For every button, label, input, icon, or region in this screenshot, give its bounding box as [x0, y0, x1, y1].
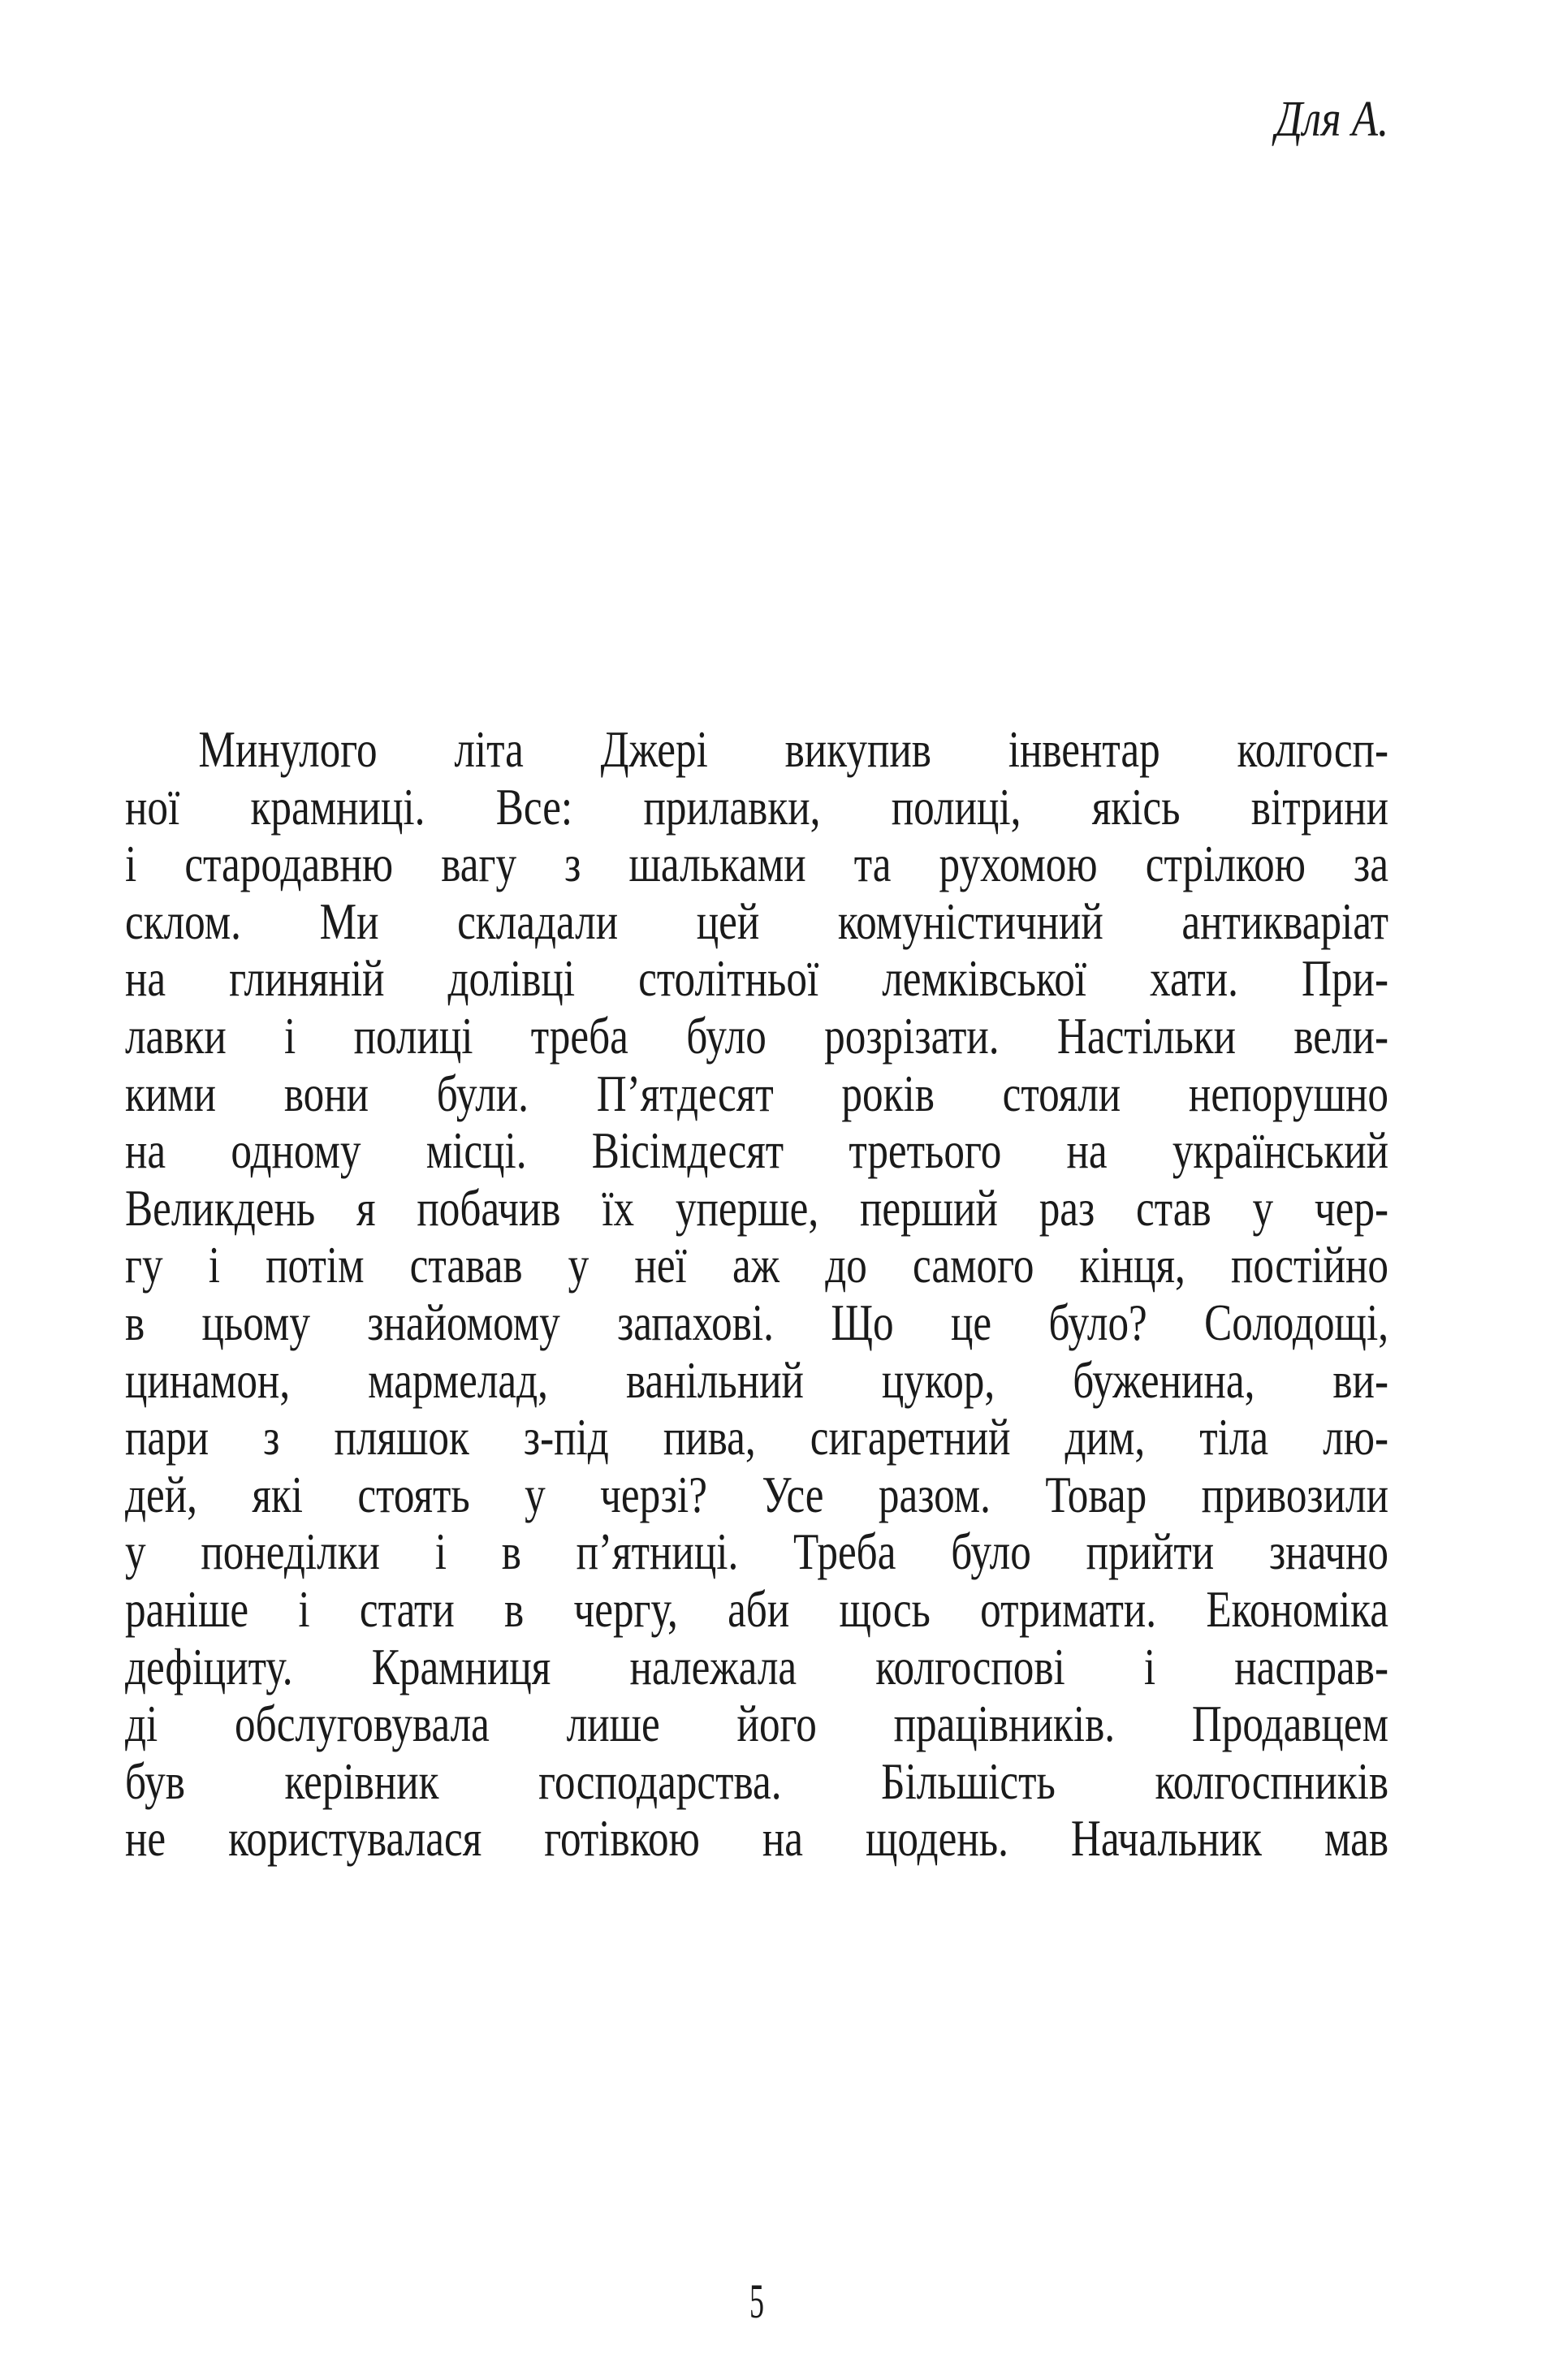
- text-line: ної крамниці. Все: прилавки, полиці, якісь вітрини: [125, 777, 1388, 836]
- text-line: на глиняній долівці столітньої лемківської хати. При-: [125, 949, 1388, 1008]
- body-paragraph: [125, 721, 1388, 1868]
- page-number: 5: [749, 2274, 764, 2328]
- dedication: Для А.: [1275, 92, 1388, 147]
- text-line: пари з пляшок з-під пива, сигаретний дим, тіла лю-: [125, 1408, 1388, 1466]
- text-line: на одному місці. Вісімдесят третього на український: [125, 1121, 1388, 1180]
- text-line: Великдень я побачив їх уперше, перший раз став у чер-: [125, 1178, 1388, 1237]
- text-line: лавки і полиці треба було розрізати. Настільки вели-: [125, 1006, 1388, 1065]
- text-line: склом. Ми складали цей комуністичний антикваріат: [125, 892, 1388, 950]
- text-line: дей, які стоять у черзі? Усе разом. Товар привозили: [125, 1465, 1388, 1523]
- text-line: Минулого літа Джері викупив інвентар колгосп-: [198, 720, 1388, 778]
- text-line: був керівник господарства. Більшість колгоспників: [125, 1752, 1388, 1810]
- text-line: дефіциту. Крамниця належала колгоспові і насправ-: [125, 1637, 1388, 1695]
- text-line: і стародавню вагу з шальками та рухомою стрілкою за: [125, 835, 1388, 893]
- text-line: цинамон, мармелад, ванільний цукор, буженина, ви-: [125, 1350, 1388, 1409]
- text-line: ді обслуговувала лише його працівників. Продавцем: [125, 1695, 1388, 1753]
- text-line: кими вони були. П’ятдесят років стояли непорушно: [125, 1064, 1388, 1122]
- text-line: в цьому знайомому запахові. Що це було? Солодощі,: [125, 1293, 1388, 1351]
- text-line: раніше і стати в чергу, аби щось отримати. Економіка: [125, 1579, 1388, 1638]
- text-line: гу і потім ставав у неї аж до самого кінця, постійно: [125, 1236, 1388, 1294]
- text-line: не користувалася готівкою на щодень. Начальник мав: [125, 1809, 1388, 1868]
- text-line: у понеділки і в п’ятниці. Треба було прийти значно: [125, 1523, 1388, 1581]
